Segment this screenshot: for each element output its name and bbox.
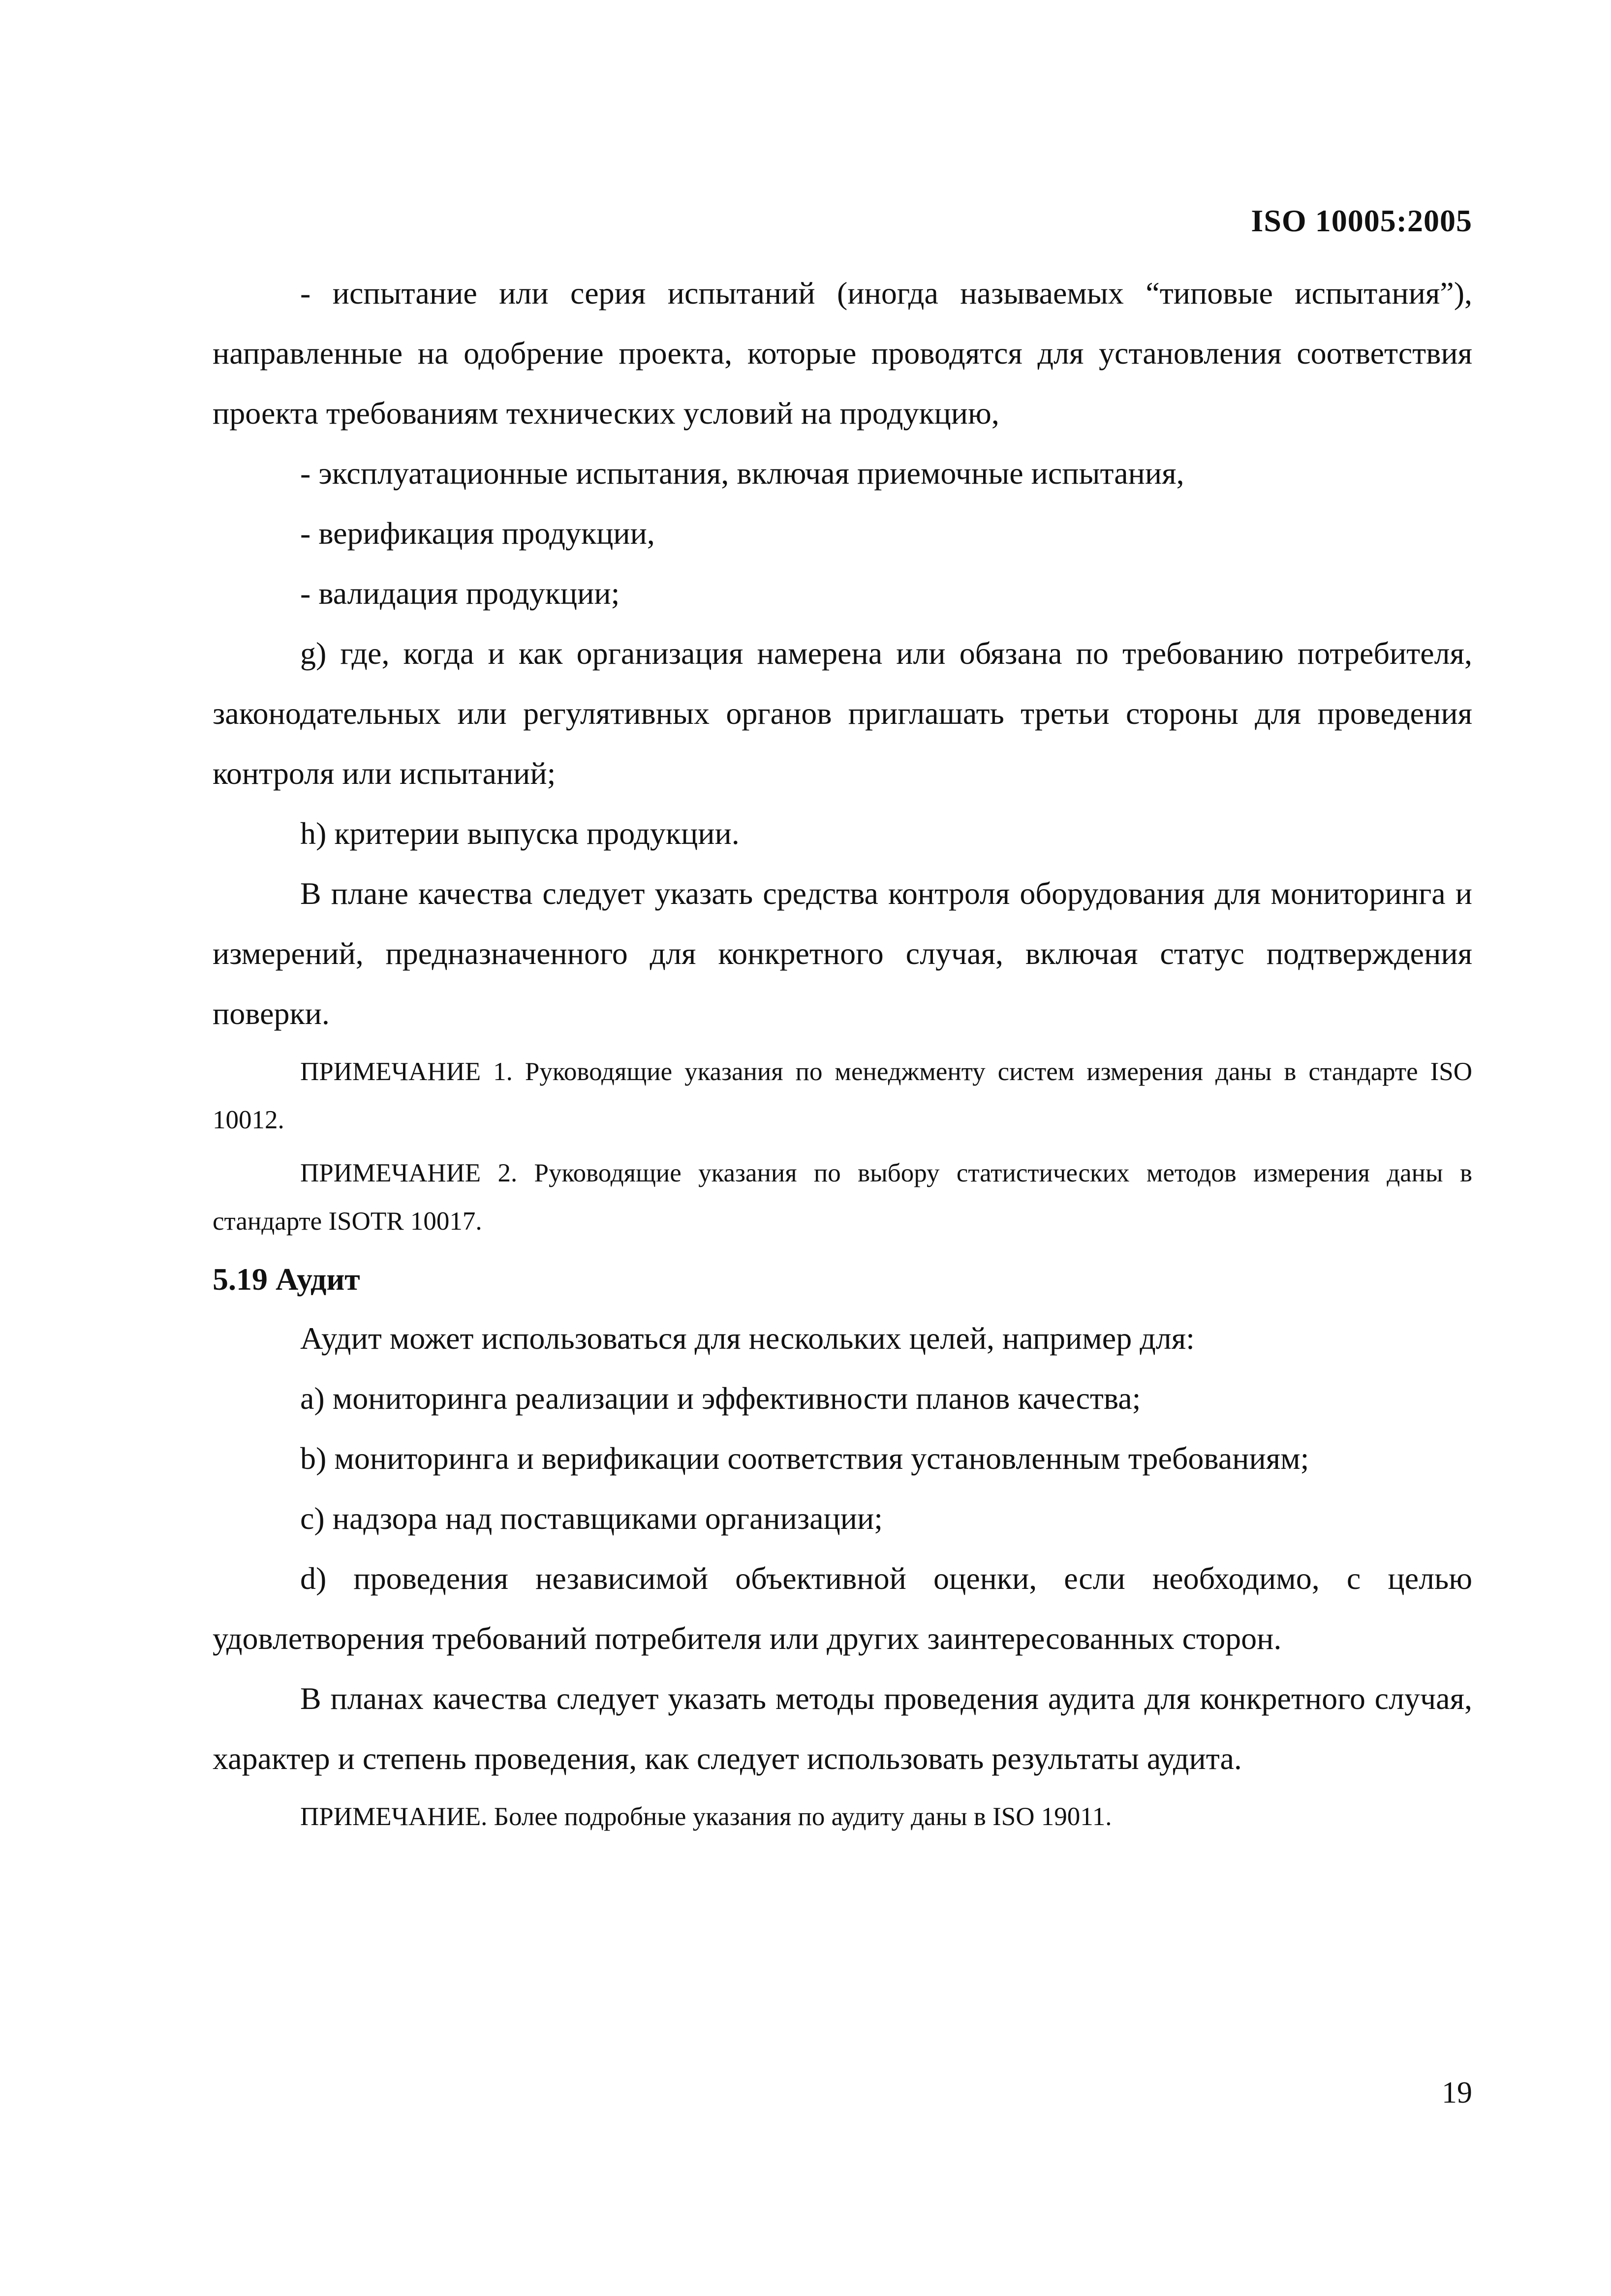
list-item: с) надзора над поставщиками организации; — [300, 1501, 883, 1536]
list-item: d) проведения независимой объективной оценки, если необходимо, с целью удовлетворения требований потребителя или других заинтересованных сторон. — [213, 1561, 1472, 1656]
paragraph: В планах качества следует указать методы проведения аудита для конкретного случая, характер и степень проведения, как следует использовать результаты аудита. — [213, 1681, 1472, 1776]
paragraph: - испытание или серия испытаний (иногда называемых “типовые испытания”), направленные на одобрение проекта, которые проводятся для установления соответствия проекта требованиям технических условий на продукцию, — [213, 276, 1472, 431]
note-2: ПРИМЕЧАНИЕ 2. Руководящие указания по выбору статистических методов измерения даны в стандарте ISOTR 10017. — [213, 1159, 1472, 1236]
paragraph: g) где, когда и как организация намерена или обязана по требованию потребителя, законодательных или регулятивных органов приглашать третьи стороны для проведения контроля или испытаний; — [213, 636, 1472, 791]
page-number: 19 — [1442, 2076, 1472, 2110]
paragraph: h) критерии выпуска продукции. — [300, 816, 740, 851]
list-item: - эксплуатационные испытания, включая приемочные испытания, — [300, 456, 1184, 491]
document-header: ISO 10005:2005 — [1251, 203, 1472, 238]
list-item: b) мониторинга и верификации соответствия установленным требованиям; — [300, 1441, 1309, 1476]
document-body — [213, 263, 1472, 1846]
list-item: - верификация продукции, — [300, 516, 655, 551]
paragraph: Аудит может использоваться для нескольких целей, например для: — [300, 1321, 1195, 1356]
note-1: ПРИМЕЧАНИЕ 1. Руководящие указания по менеджменту систем измерения даны в стандарте ISO 10012. — [213, 1057, 1472, 1134]
list-item: - валидация продукции; — [300, 576, 620, 611]
list-item: а) мониторинга реализации и эффективности планов качества; — [300, 1381, 1141, 1416]
section-heading: 5.19 Аудит — [213, 1262, 360, 1297]
paragraph: В плане качества следует указать средства контроля оборудования для мониторинга и измерений, предназначенного для конкретного случая, включая статус подтверждения поверки. — [213, 876, 1472, 1031]
note-3: ПРИМЕЧАНИЕ. Более подробные указания по аудиту даны в ISO 19011. — [300, 1802, 1112, 1831]
